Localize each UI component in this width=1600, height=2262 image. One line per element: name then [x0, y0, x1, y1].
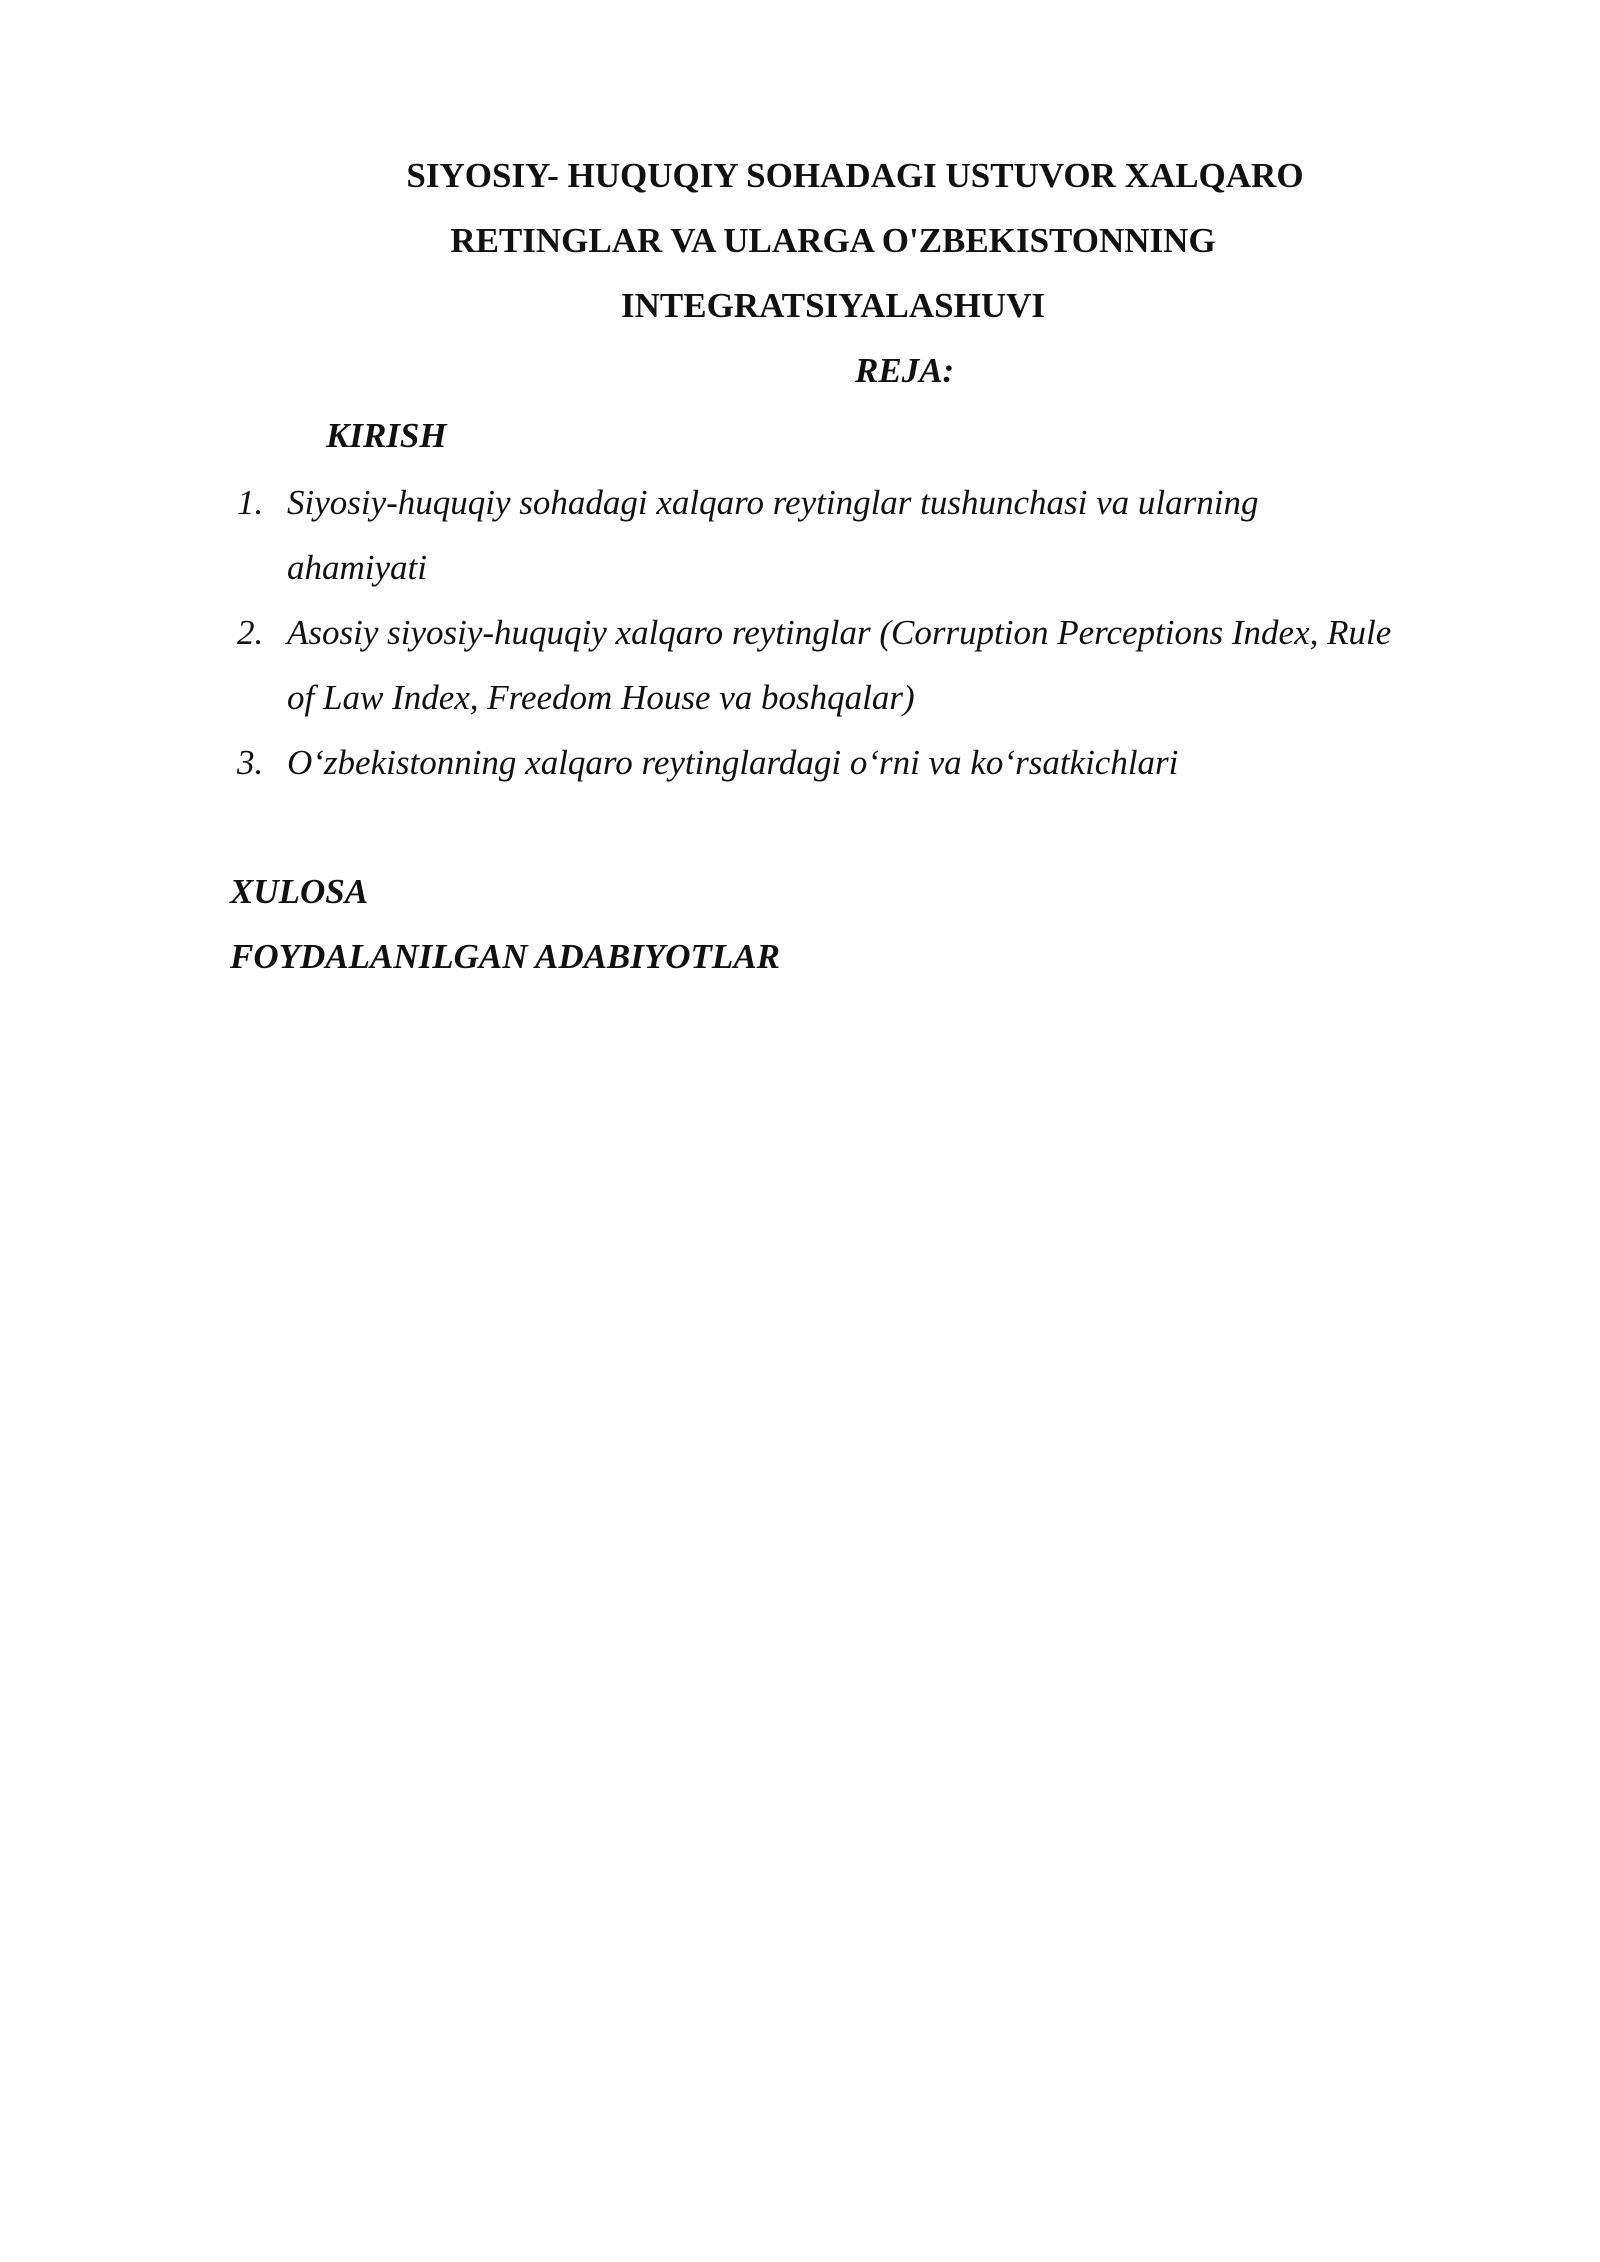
plan-item-2	[237, 600, 1490, 730]
plan-item-line-1: O‘zbekistonning xalqaro reytinglardagi o‘rni va ko‘rsatkichlari	[287, 743, 1179, 782]
plan-heading: REJA:	[855, 351, 955, 390]
plan-item-line-1: Asosiy siyosiy-huquqiy xalqaro reytinglar (Corruption Perceptions Index, Rule	[287, 613, 1392, 652]
plan-item-number: 1.	[237, 483, 264, 522]
document-title-line-3: INTEGRATSIYALASHUVI	[620, 286, 1046, 325]
intro-heading: KIRISH	[326, 416, 447, 455]
plan-item-line-1: Siyosiy-huquqiy sohadagi xalqaro reytinglar tushunchasi va ularning	[287, 483, 1259, 522]
plan-item-line-2: ahamiyati	[287, 548, 427, 587]
plan-item-line-2: of Law Index, Freedom House va boshqalar)	[287, 678, 915, 717]
document-title-line-1: SIYOSIY- HUQUQIY SOHADAGI USTUVOR XALQARO	[406, 156, 1304, 195]
plan-item-number: 2.	[237, 613, 264, 652]
conclusion-heading: XULOSA	[230, 872, 369, 911]
plan-item-number: 3.	[237, 743, 264, 782]
document-title-line-2: RETINGLAR VA ULARGA O'ZBEKISTONNING	[450, 221, 1216, 260]
plan-item-1	[237, 470, 1490, 600]
references-heading: FOYDALANILGAN ADABIYOTLAR	[230, 937, 781, 976]
plan-item-3	[237, 730, 1490, 795]
